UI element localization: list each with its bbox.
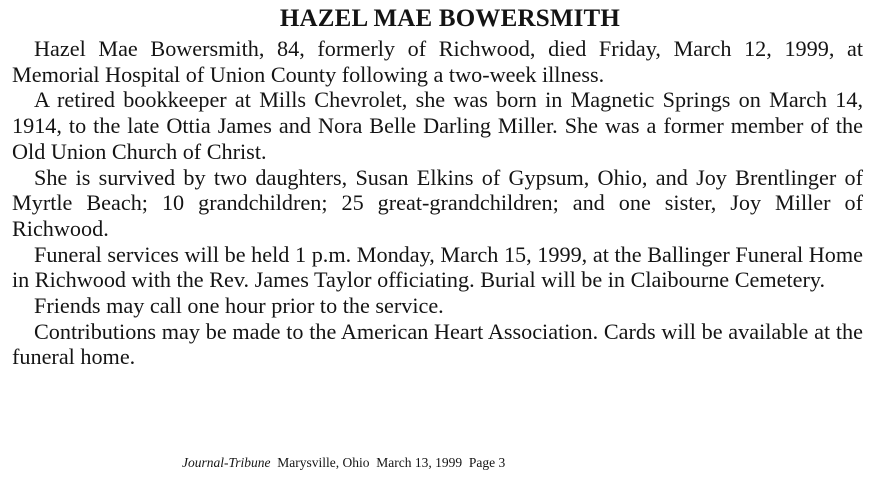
paragraph-visitation: Friends may call one hour prior to the service. xyxy=(34,293,444,319)
source-citation xyxy=(182,455,505,471)
publication-name: Journal-Tribune xyxy=(182,455,271,470)
paragraph-death-notice: Hazel Mae Bowersmith, 84, formerly of Richwood, died Friday, March 12, 1999, at Memorial Hospital of Union County following a two-week illness. xyxy=(12,36,863,87)
paragraph-contributions: Contributions may be made to the American Heart Association. Cards will be available at the funeral home. xyxy=(12,318,863,370)
paragraph-survivors: She is survived by two daughters, Susan Elkins of Gypsum, Ohio, and Joy Brentlinger of Myrtle Beach; 10 grandchildren; 25 great-grandchildren; and one sister, Joy Miller of Richwood. xyxy=(12,164,863,241)
obituary-headline: HAZEL MAE BOWERSMITH xyxy=(279,5,621,32)
obituary-body xyxy=(12,36,863,370)
publication-details: Marysville, Ohio March 13, 1999 Page 3 xyxy=(273,455,506,470)
paragraph-biography: A retired bookkeeper at Mills Chevrolet, she was born in Magnetic Springs on March 14, 1914, to the late Ottia James and Nora Belle Darling Miller. She was a former member of the Old Union Church of Christ. xyxy=(12,87,863,164)
paragraph-funeral-services: Funeral services will be held 1 p.m. Monday, March 15, 1999, at the Ballinger Funeral Home in Richwood with the Rev. James Taylor officiating. Burial will be in Claibourne Cemetery. xyxy=(12,241,863,293)
